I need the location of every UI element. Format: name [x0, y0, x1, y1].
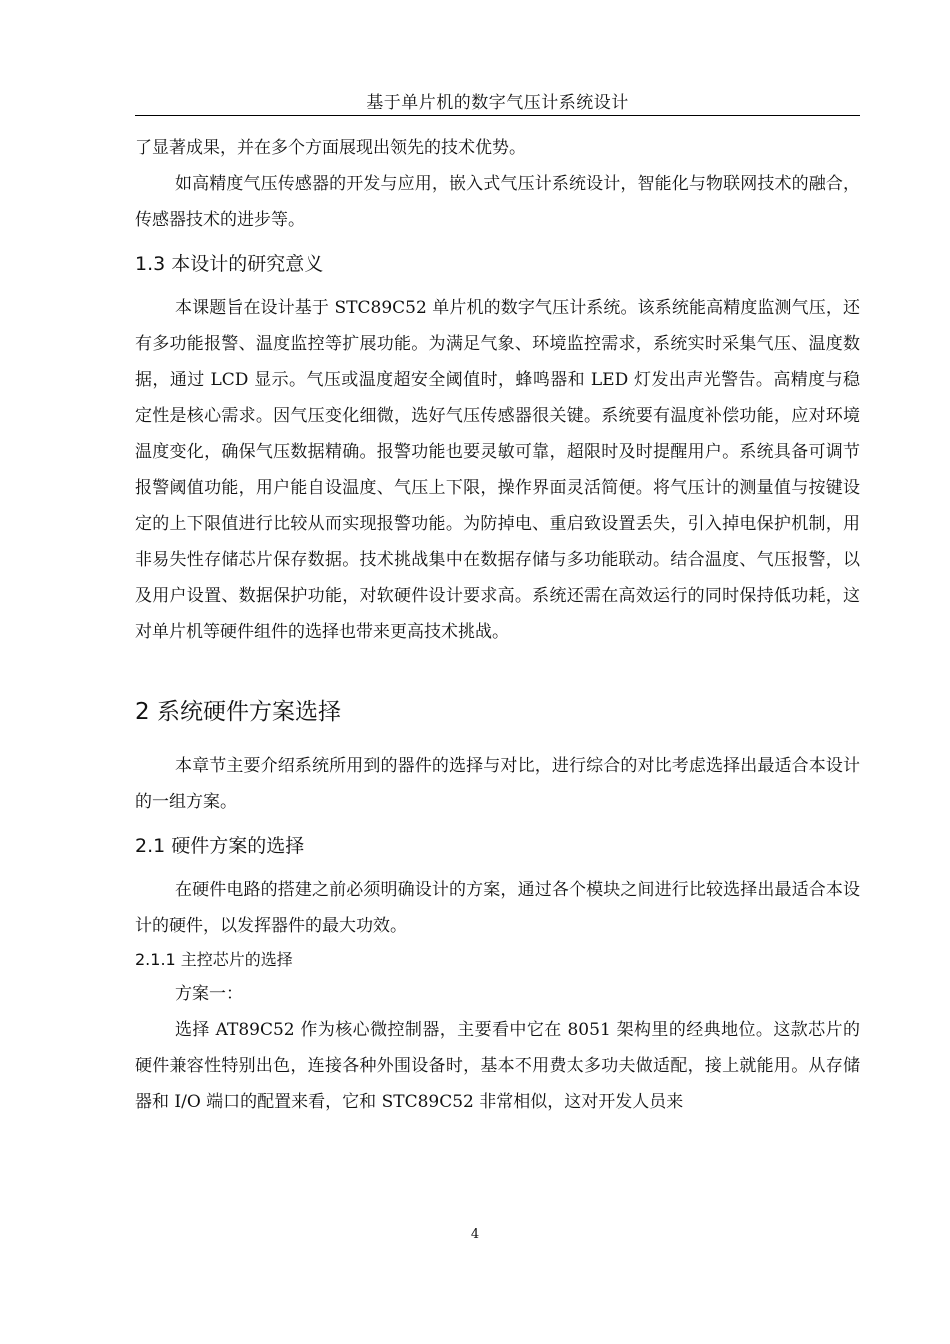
- header-divider: [135, 115, 860, 116]
- option-label: 方案一：: [175, 984, 243, 1004]
- paragraph-continued: 了显著成果，并在多个方面展现出领先的技术优势。: [135, 138, 526, 158]
- subsection-heading-2-1-1: 2.1.1 主控芯片的选择: [135, 950, 293, 969]
- paragraph-chapter-intro: 本章节主要介绍系统所用到的器件的选择与对比，进行综合的对比考虑选择出最适合本设计的一组方案。: [135, 756, 860, 812]
- paragraph-research-significance: 本课题旨在设计基于 STC89C52 单片机的数字气压计系统。该系统能高精度监测气压，还有多功能报警、温度监控等扩展功能。为满足气象、环境监控需求，系统实时采集气压、温度数据，通过 LCD 显示。气压或温度超安全阈值时，蜂鸣器和 LED 灯发出声光警告。高精度与稳定性是核心需求。因气压变化细微，选好气压传感器很关键。系统要有温度补偿功能，应对环境温度变化，确保气压数据精确。报警功能也要灵敏可靠，超限时及时提醒用户。系统具备可调节报警阈值功能，用户能自设温度、气压上下限，操作界面灵活简便。将气压计的测量值与按键设定的上下限值进行比较从而实现报警功能。为防掉电、重启致设置丢失，引入掉电保护机制，用非易失性存储芯片保存数据。技术挑战集中在数据存储与多功能联动。结合温度、气压报警，以及用户设置、数据保护功能，对软硬件设计要求高。系统还需在高效运行的同时保持低功耗，这对单片机等硬件组件的选择也带来更高技术挑战。: [135, 298, 860, 642]
- chapter-heading-2: 2 系统硬件方案选择: [135, 699, 341, 725]
- running-header: 基于单片机的数字气压计系统设计: [366, 93, 629, 113]
- paragraph-option-one: 选择 AT89C52 作为核心微控制器，主要看中它在 8051 架构里的经典地位。这款芯片的硬件兼容性特别出色，连接各种外围设备时，基本不用费太多功夫做适配，接上就能用。从存储器和 I/O 端口的配置来看，它和 STC89C52 非常相似，这对开发人员来: [135, 1020, 860, 1112]
- page-content: [135, 130, 860, 1120]
- page-number: 4: [470, 1227, 480, 1242]
- section-heading-2-1: 2.1 硬件方案的选择: [135, 835, 305, 857]
- paragraph-examples: 如高精度气压传感器的开发与应用，嵌入式气压计系统设计，智能化与物联网技术的融合，传感器技术的进步等。: [135, 174, 860, 230]
- paragraph-hardware-scheme: 在硬件电路的搭建之前必须明确设计的方案，通过各个模块之间进行比较选择出最适合本设计的硬件，以发挥器件的最大功效。: [135, 880, 860, 936]
- section-heading-1-3: 1.3 本设计的研究意义: [135, 253, 324, 275]
